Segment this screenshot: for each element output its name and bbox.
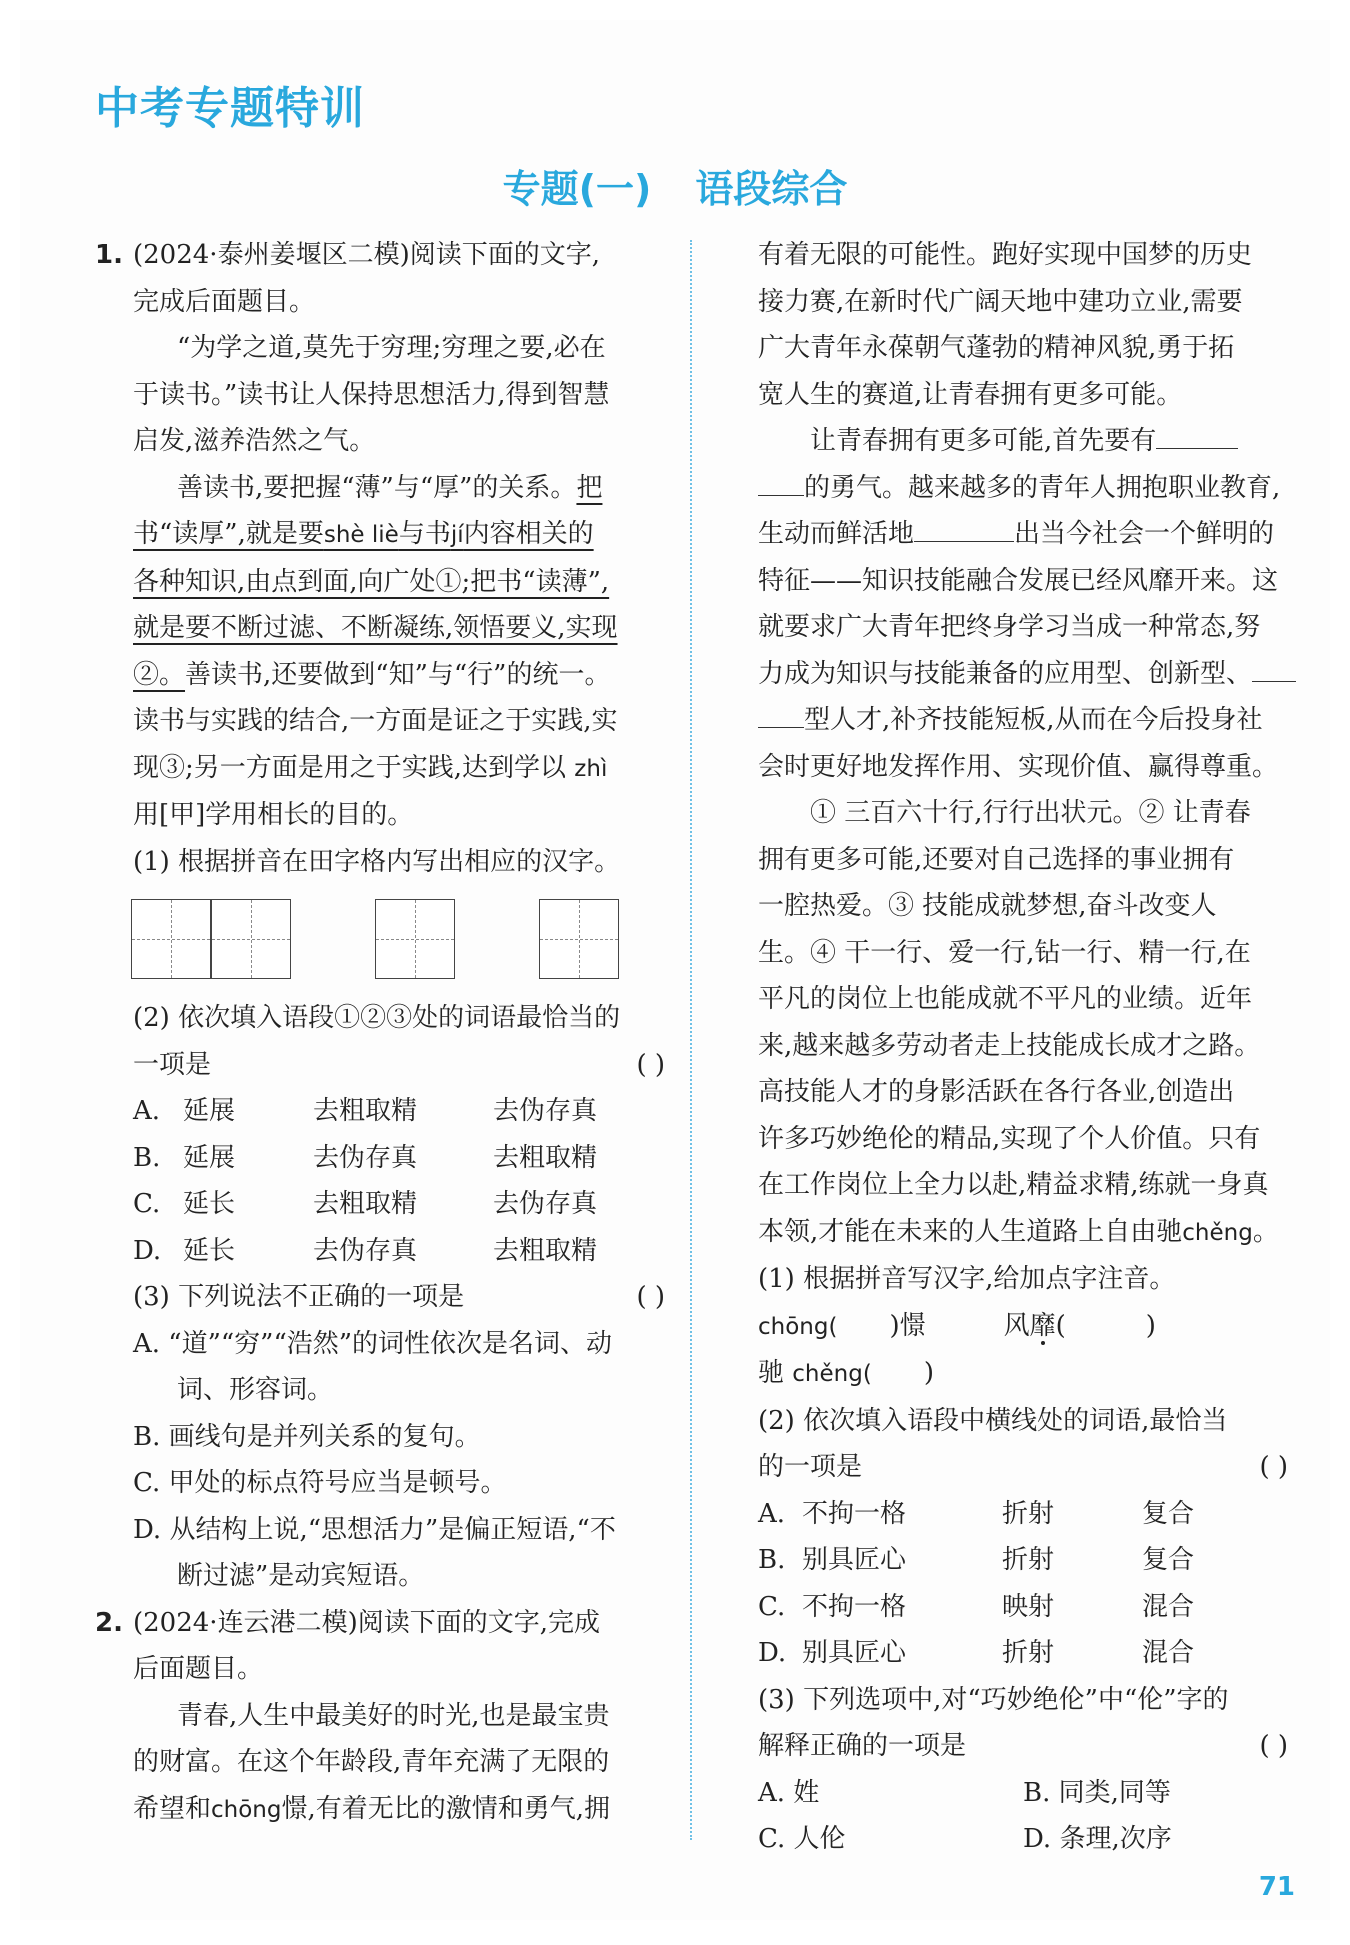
- q1-sub3-text: (3) 下列说法不正确的一项是: [133, 1282, 465, 1312]
- q2-p3-text: 。: [1252, 1216, 1279, 1247]
- q1-p1-line: “为学之道,莫先于穷理;穷理之要,必在: [177, 333, 606, 363]
- fill-blank[interactable]: [758, 465, 804, 496]
- q2-sub3-cont: [758, 1723, 1288, 1770]
- option-word: 延展: [183, 1096, 236, 1126]
- option-row[interactable]: [95, 1181, 665, 1228]
- q2-p2-text: 生动而鲜活地: [758, 519, 915, 549]
- option-word: 去伪存真: [493, 1189, 598, 1219]
- option-row[interactable]: [95, 1088, 665, 1135]
- option-row-cont: 断过滤”是动宾短语。: [177, 1561, 425, 1591]
- option-letter: B.: [133, 1142, 161, 1173]
- left-column: [95, 232, 665, 1833]
- q2-p1-line: 的财富。在这个年龄段,青年充满了无限的: [133, 1747, 610, 1777]
- q2-intro: 阅读下面的文字,完成: [357, 1607, 600, 1638]
- option-word: 别具匠心: [802, 1638, 907, 1668]
- topic-prefix: 专题(一): [502, 167, 652, 211]
- option-row[interactable]: [758, 1537, 1288, 1584]
- q2-p2-text: 力成为知识与技能兼备的应用型、创新型、: [758, 658, 1253, 689]
- option-word: 去粗取精: [493, 1235, 598, 1266]
- q1-p1-line: 启发,滋养浩然之气。: [133, 426, 376, 456]
- q1-sub2: (2) 依次填入语段①②③处的词语最恰当的: [133, 1003, 621, 1033]
- q2-p2-line: [758, 697, 1288, 744]
- q2-intro-cont: 后面题目。: [133, 1654, 264, 1684]
- q2-p3-line: 一腔热爱。③ 技能成就梦想,奋斗改变人: [758, 891, 1217, 921]
- q2-p3-line: 来,越来越多劳动者走上技能成长成才之路。: [758, 1030, 1261, 1061]
- option-row[interactable]: C. 甲处的标点符号应当是顿号。: [133, 1468, 507, 1498]
- option-word: 折射: [1002, 1545, 1055, 1575]
- q2-p2-line: 会时更好地发挥作用、实现价值、赢得尊重。: [758, 751, 1279, 782]
- option-word: 复合: [1142, 1498, 1195, 1529]
- option-row: [758, 1770, 1288, 1817]
- q2-p3-line: 高技能人才的身影活跃在各行各业,创造出: [758, 1077, 1235, 1107]
- q1-sub1: (1) 根据拼音在田字格内写出相应的汉字。: [133, 846, 621, 877]
- q2-sub2-cont: [758, 1444, 1288, 1491]
- q2-source: (2024·连云港二模): [133, 1607, 358, 1638]
- tianzi-box[interactable]: [131, 899, 211, 979]
- q1-p2-text: 善读书,要把握“薄”与“厚”的关系。: [177, 472, 577, 503]
- q2-p3-line: 许多巧妙绝伦的精品,实现了个人价值。只有: [758, 1123, 1261, 1154]
- column-divider: [690, 240, 692, 1840]
- option-row[interactable]: [758, 1630, 1288, 1677]
- option-word: 混合: [1142, 1638, 1195, 1668]
- page-number: 71: [1258, 1872, 1295, 1902]
- q2-p1-line: 青春,人生中最美好的时光,也是最宝贵: [177, 1700, 610, 1731]
- q2-sub1-items: [758, 1303, 1288, 1351]
- option-word: 去粗取精: [313, 1096, 418, 1126]
- option-row[interactable]: B. 画线句是并列关系的复句。: [133, 1421, 481, 1452]
- q2-p2-text: 型人才,补齐技能短板,从而在今后投身社: [804, 705, 1263, 735]
- option-word: 复合: [1142, 1545, 1195, 1575]
- option-row[interactable]: A. “道”“穷”“浩然”的词性依次是名词、动: [133, 1328, 613, 1359]
- q2-sub2: (2) 依次填入语段中横线处的词语,最恰当: [758, 1405, 1228, 1436]
- option-letter: B.: [758, 1545, 786, 1575]
- fill-blank[interactable]: [1156, 418, 1238, 449]
- sub1-char: )憬: [889, 1310, 926, 1341]
- option-row-cont: 词、形容词。: [177, 1375, 334, 1405]
- q2-p1-line: 接力赛,在新时代广阔天地中建功立业,需要: [758, 286, 1243, 317]
- section-title: 中考专题特训: [95, 83, 365, 134]
- option-row[interactable]: [758, 1584, 1288, 1631]
- answer-paren[interactable]: ( ): [1259, 1452, 1288, 1482]
- option-word: 混合: [1142, 1591, 1195, 1622]
- option-word: 不拘一格: [802, 1591, 907, 1622]
- q1-underlined-text: ②。: [133, 659, 186, 690]
- tianzi-grids: [131, 889, 665, 989]
- option-word: 去伪存真: [313, 1142, 418, 1173]
- answer-paren[interactable]: ( ): [636, 1049, 665, 1080]
- option-word: 映射: [1002, 1591, 1055, 1622]
- q1-p2-text: 内容相关的: [463, 519, 594, 549]
- q2-p1-line: 有着无限的可能性。跑好实现中国梦的历史: [758, 240, 1253, 270]
- fill-blank[interactable]: [1252, 651, 1296, 682]
- pinyin-ji: jí: [450, 522, 464, 548]
- option-row: [758, 1816, 1288, 1863]
- q2-sub3: (3) 下列选项中,对“巧妙绝伦”中“伦”字的: [758, 1684, 1229, 1715]
- q2-p1-text: 希望和: [133, 1793, 212, 1824]
- option-choice[interactable]: A. 姓: [758, 1777, 820, 1808]
- option-row[interactable]: D. 从结构上说,“思想活力”是偏正短语,“不: [133, 1514, 616, 1545]
- option-word: 折射: [1002, 1638, 1055, 1668]
- q2-p2-line: [758, 511, 1288, 558]
- pinyin-cheng: chěng: [1182, 1219, 1253, 1246]
- right-column: [758, 232, 1288, 1863]
- q2-p3-text: 本领,才能在未来的人生道路上自由驰: [758, 1216, 1183, 1247]
- q2-p1-text: 憬,有着无比的激情和勇气,拥: [281, 1793, 611, 1824]
- q1-sub2-text: 一项是: [133, 1049, 212, 1080]
- q2-p3-line: 平凡的岗位上也能成就不平凡的业绩。近年: [758, 984, 1253, 1014]
- topic-name: 语段综合: [695, 167, 848, 211]
- q2-p3-line: 拥有更多可能,还要对自己选择的事业拥有: [758, 844, 1235, 875]
- option-word: 去伪存真: [493, 1096, 598, 1126]
- sub1-char: 驰: [758, 1358, 785, 1388]
- q2-sub2-text: 的一项是: [758, 1452, 863, 1482]
- option-choice[interactable]: C. 人伦: [758, 1824, 846, 1854]
- option-choice[interactable]: B. 同类,同等: [1023, 1777, 1171, 1808]
- option-word: 不拘一格: [802, 1498, 907, 1529]
- q2-p2-line: 就要求广大青年把终身学习当成一种常态,努: [758, 612, 1261, 642]
- option-row[interactable]: [95, 1135, 665, 1182]
- sub1-char: (: [1055, 1310, 1066, 1341]
- q2-p1-line: 广大青年永葆朝气蓬勃的精神风貌,勇于拓: [758, 333, 1235, 363]
- q2-sub1-items: [758, 1350, 1288, 1398]
- answer-paren[interactable]: ( ): [1259, 1731, 1288, 1761]
- q2-header: [95, 1600, 665, 1647]
- q1-number: 1.: [95, 240, 123, 270]
- q1-source: (2024·泰州姜堰区二模): [133, 240, 410, 270]
- pinyin-shelie: shè liè: [323, 522, 399, 548]
- option-letter: A.: [758, 1498, 786, 1529]
- q1-p2-text: 现③;另一方面是用之于实践,达到学以: [133, 752, 567, 783]
- q2-p2-line: [758, 465, 1288, 512]
- pinyin-chong: chōng(: [758, 1313, 838, 1340]
- option-letter: D.: [758, 1638, 787, 1668]
- q1-underlined-text: 把: [576, 472, 603, 503]
- q2-p3-line: 生。④ 干一行、爱一行,钻一行、精一行,在: [758, 937, 1251, 968]
- q1-intro-cont: 完成后面题目。: [133, 286, 316, 317]
- dotted-char: 靡: [1029, 1310, 1056, 1341]
- q1-p2-text: 善读书,还要做到“知”与“行”的统一。: [185, 659, 611, 690]
- q2-number: 2.: [95, 1607, 123, 1638]
- option-letter: C.: [758, 1591, 786, 1622]
- sub1-char: ): [1145, 1310, 1156, 1341]
- q2-p2-text: 出当今社会一个鲜明的: [1014, 519, 1275, 549]
- q2-p2-text: 让青春拥有更多可能,首先要有: [810, 426, 1157, 456]
- sub1-char: 风: [1003, 1310, 1030, 1341]
- q2-p2-text: 的勇气。越来越多的青年人拥抱职业教育,: [804, 472, 1281, 503]
- q1-p1-line: 于读书。”读书让人保持思想活力,得到智慧: [133, 379, 610, 410]
- sub1-char: ): [923, 1358, 934, 1388]
- q2-p2-line: [758, 418, 1288, 465]
- option-letter: D.: [133, 1235, 162, 1266]
- q1-intro: 阅读下面的文字,: [409, 240, 600, 270]
- option-word: 延展: [183, 1142, 236, 1173]
- tianzi-box[interactable]: [211, 899, 291, 979]
- pinyin-chong: chōng: [211, 1796, 282, 1823]
- q1-p2-line: 用[甲]学用相长的目的。: [133, 800, 414, 830]
- q1-header: [95, 232, 665, 279]
- q1-p2-line: [95, 652, 665, 699]
- option-letter: A.: [133, 1096, 161, 1126]
- option-word: 去粗取精: [493, 1142, 598, 1173]
- option-word: 延长: [183, 1189, 236, 1219]
- q2-p1-line: [95, 1786, 665, 1834]
- option-choice[interactable]: D. 条理,次序: [1023, 1824, 1172, 1854]
- pinyin-cheng: chěng(: [792, 1361, 872, 1387]
- q1-p2-text: 书“读厚”,就是要: [133, 519, 324, 549]
- option-word: 折射: [1002, 1498, 1055, 1529]
- q2-p3-line: ① 三百六十行,行行出状元。② 让青春: [810, 798, 1251, 828]
- q1-p2-line: [95, 465, 665, 512]
- fill-blank[interactable]: [758, 697, 804, 728]
- q2-p3-line: 在工作岗位上全力以赴,精益求精,练就一身真: [758, 1170, 1269, 1200]
- tianzi-box[interactable]: [375, 899, 455, 979]
- answer-paren[interactable]: ( ): [636, 1282, 665, 1312]
- tianzi-box[interactable]: [539, 899, 619, 979]
- option-word: 去伪存真: [313, 1235, 418, 1266]
- q2-p2-line: 特征——知识技能融合发展已经风靡开来。这: [758, 565, 1279, 596]
- q1-p2-line: [95, 745, 665, 793]
- pinyin-zhi: zhì: [574, 755, 608, 782]
- q2-p1-line: 宽人生的赛道,让青春拥有更多可能。: [758, 379, 1183, 410]
- q1-sub2-cont: [95, 1042, 665, 1089]
- q2-p3-line: [758, 1209, 1288, 1257]
- option-word: 别具匠心: [802, 1545, 907, 1575]
- q2-p2-line: [758, 651, 1288, 698]
- option-word: 去粗取精: [313, 1189, 418, 1219]
- q2-sub1: (1) 根据拼音写汉字,给加点字注音。: [758, 1264, 1176, 1294]
- q2-sub3-text: 解释正确的一项是: [758, 1731, 967, 1761]
- fill-blank[interactable]: [914, 511, 1014, 542]
- topic-title: [0, 158, 1350, 213]
- option-letter: C.: [133, 1189, 161, 1219]
- q1-p2-line: 就是要不断过滤、不断凝练,领悟要义,实现: [133, 613, 618, 643]
- q1-sub3: [95, 1274, 665, 1321]
- q1-p2-text: 与书: [398, 519, 451, 549]
- q1-p2-line: [95, 511, 665, 559]
- q1-p2-line: 读书与实践的结合,一方面是证之于实践,实: [133, 706, 618, 736]
- option-row[interactable]: [95, 1228, 665, 1275]
- option-word: 延长: [183, 1235, 236, 1266]
- q1-p2-line: 各种知识,由点到面,向广处①;把书“读薄”,: [133, 566, 610, 597]
- option-row[interactable]: [758, 1491, 1288, 1538]
